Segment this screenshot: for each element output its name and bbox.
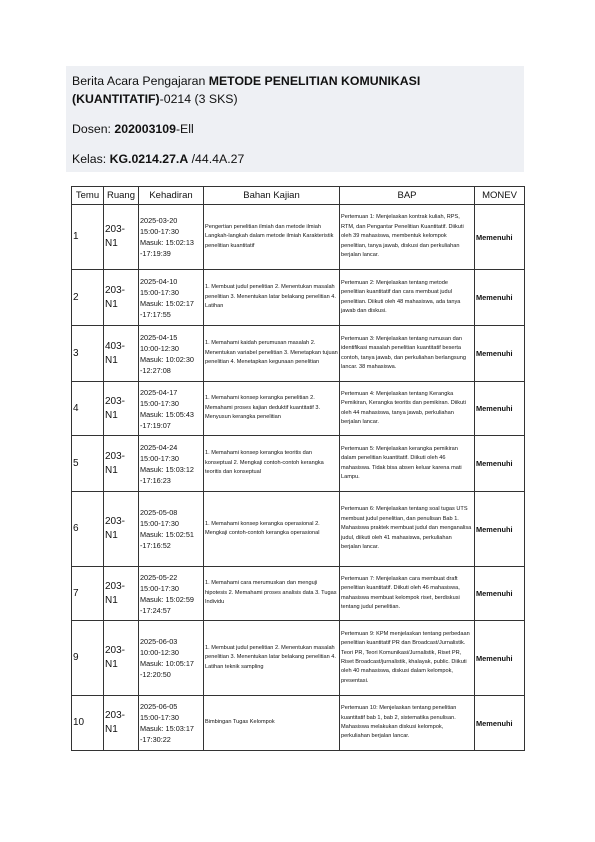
col-header-bahan-kajian: Bahan Kajian: [204, 187, 340, 205]
attendance-checkout: -12:27:08: [140, 365, 171, 375]
attendance-checkout: -12:20:50: [140, 670, 171, 679]
attendance: [139, 270, 204, 326]
attendance: [139, 382, 204, 436]
attendance-time: 15:00-17:30: [140, 713, 179, 722]
topic: 1. Memahami cara merumuskan dan menguji hipotesis 2. Memahami proses analisis data 3. Tugas Individu: [204, 567, 340, 621]
course-line: [72, 72, 518, 108]
attendance-time: 15:00-17:30: [140, 398, 179, 408]
attendance-date: 2025-04-24: [140, 442, 178, 452]
attendance-date: 2025-04-17: [140, 387, 178, 397]
attendance-checkout: -17:19:07: [140, 420, 171, 430]
attendance: [139, 621, 204, 696]
room: 203-N1: [104, 205, 139, 270]
attendance-checkin: Masuk: 10:05:17: [140, 659, 194, 668]
table-row: [72, 205, 525, 270]
course-name: METODE PENELITIAN KOMUNIKASI (KUANTITATIF): [72, 74, 421, 106]
attendance-checkin: Masuk: 15:03:17: [140, 724, 194, 733]
attendance-checkout: -17:17:55: [140, 309, 171, 319]
course-prefix: Berita Acara Pengajaran: [72, 74, 206, 88]
monev-status: Memenuhi: [475, 270, 525, 326]
course-suffix: -0214 (3 SKS): [159, 92, 238, 106]
attendance: [139, 436, 204, 492]
topic: 1. Memahami konsep kerangka penelitian 2. Memahami proses kajian deduktif kuantitatif 3. Menyusun kerangka penelitian: [204, 382, 340, 436]
attendance-checkout: -17:19:39: [140, 249, 171, 258]
attendance-date: 2025-03-20: [140, 216, 178, 225]
col-header-bap: BAP: [340, 187, 475, 205]
bap: Pertemuan 5: Menjelaskan kerangka pemikiran dalam penelitian kuantitatif. Diikuti oleh 46 mahasiswa. Tidak bisa absen keluar karena mati Lampu.: [340, 436, 475, 492]
table-row: [72, 270, 525, 326]
class-suffix: /44.4A.27: [191, 152, 245, 166]
table-row: [72, 492, 525, 567]
col-header-kehadiran: Kehadiran: [139, 187, 204, 205]
meeting-number: 3: [72, 326, 104, 382]
attendance-time: 15:00-17:30: [140, 227, 179, 236]
attendance-time: 15:00-17:30: [140, 287, 179, 297]
table-row: [72, 696, 525, 751]
meeting-number: 9: [72, 621, 104, 696]
attendance-date: 2025-05-22: [140, 572, 178, 582]
meeting-number: 1: [72, 205, 104, 270]
attendance-checkin: Masuk: 15:02:13: [140, 238, 194, 247]
attendance-date: 2025-06-05: [140, 702, 178, 711]
attendance-date: 2025-05-08: [140, 508, 178, 517]
room: 203-N1: [104, 621, 139, 696]
attendance: [139, 567, 204, 621]
class-code: KG.0214.27.A: [109, 152, 189, 166]
attendance-date: 2025-04-15: [140, 332, 178, 342]
teaching-record-table: [71, 186, 525, 751]
bap: Pertemuan 1: Menjelaskan kontrak kuliah, RPS, RTM, dan Pengantar Penelitian Kuantitatif. Diikuti oleh 39 mahasiswa, membentuk kelompok penelitian, tanya jawab, diskusi dan perkuliahan berjalan lancar.: [340, 205, 475, 270]
monev-status: Memenuhi: [475, 326, 525, 382]
topic: 1. Memahami konsep kerangka operasional 2. Mengkaji contoh-contoh kerangka operasional: [204, 492, 340, 567]
class-label: Kelas:: [72, 152, 107, 166]
attendance-checkin: Masuk: 15:03:12: [140, 464, 194, 474]
attendance: [139, 696, 204, 751]
attendance-checkin: Masuk: 10:02:30: [140, 354, 194, 364]
attendance-checkout: -17:30:22: [140, 735, 171, 744]
bap: Pertemuan 7: Menjelaskan cara membuat draft penelitian kuantitatif. Diikuti oleh 46 mahasiswa, mahasiswa membuat kelompok riset, berdiskusi tentang judul penelitian.: [340, 567, 475, 621]
lecturer-suffix: -Ell: [175, 122, 194, 136]
col-header-monev: MONEV: [475, 187, 525, 205]
document-header: [66, 66, 524, 172]
attendance-time: 10:00-12:30: [140, 648, 179, 657]
table-row: [72, 621, 525, 696]
topic: 1. Membuat judul penelitian 2. Menentukan masalah penelitian 3. Menentukan latar belakang penelitian 4. Latihan: [204, 270, 340, 326]
monev-status: Memenuhi: [475, 696, 525, 751]
class-line: [72, 150, 518, 168]
meeting-number: 2: [72, 270, 104, 326]
attendance-time: 10:00-12:30: [140, 343, 179, 353]
attendance: [139, 205, 204, 270]
bap: Pertemuan 3: Menjelaskan tentang rumusan dan identifikasi masalah penelitian kuantitatif beserta contoh, tanya jawab, dan perkuliahan berlangsung lancar. 38 mahasiswa.: [340, 326, 475, 382]
bap: Pertemuan 2: Menjelaskan tentang metode penelitian kuantitatif dan cara membuat judul penelitian. Diikuti oleh 48 mahasiswa, ada tanya jawab dan diskusi.: [340, 270, 475, 326]
lecturer-label: Dosen:: [72, 122, 111, 136]
col-header-temu: Temu: [72, 187, 104, 205]
table-header-row: [72, 187, 525, 205]
monev-status: Memenuhi: [475, 621, 525, 696]
room: 203-N1: [104, 436, 139, 492]
attendance-checkout: -17:16:23: [140, 475, 171, 485]
monev-status: Memenuhi: [475, 492, 525, 567]
meeting-number: 4: [72, 382, 104, 436]
table-row: [72, 326, 525, 382]
topic: Pengertian penelitian ilmiah dan metode ilmiah Langkah-langkah dalam metode ilmiah Karakteristik penelitian kuantitatif: [204, 205, 340, 270]
bap: Pertemuan 6: Menjelaskan tentang soal tugas UTS membuat judul penelitian, dan penulisan Bab 1. Mahasiswa praktek membuat judul dan menganalisa judul, diikuti oleh 41 mahasiswa, perkuliahan berjalan lancar.: [340, 492, 475, 567]
topic: 1. Membuat judul penelitian 2. Menentukan masalah penelitian 3. Menentukan latar belakang penelitian 4. Latihan teknik sampling: [204, 621, 340, 696]
room: 203-N1: [104, 270, 139, 326]
attendance-time: 15:00-17:30: [140, 453, 179, 463]
bap: Pertemuan 9: KPM menjelaskan tentang perbedaan penelitian kuantitatif PR dan Broadcast/Jurnalistik. Teori PR, Teori Komunikasi/Jurnalistik, Riset PR, Riset Broadcast/jurnalistik, khalayak, public. Diikuti oleh 40 mahasiswa, diskusi dalam kelompok, presentasi.: [340, 621, 475, 696]
monev-status: Memenuhi: [475, 205, 525, 270]
monev-status: Memenuhi: [475, 436, 525, 492]
attendance-checkout: -17:24:57: [140, 605, 171, 615]
meeting-number: 7: [72, 567, 104, 621]
attendance-checkin: Masuk: 15:02:59: [140, 594, 194, 604]
meeting-number: 6: [72, 492, 104, 567]
bap: Pertemuan 10: Menjelaskan tentang penelitian kuantitatif bab 1, bab 2, sistematika penulisan. Mahasiswa melakukan diskusi kelompok, perkuliahan berjalan lancar.: [340, 696, 475, 751]
attendance: [139, 492, 204, 567]
lecturer-line: [72, 120, 518, 138]
attendance-time: 15:00-17:30: [140, 583, 179, 593]
meeting-number: 5: [72, 436, 104, 492]
room: 203-N1: [104, 492, 139, 567]
room: 203-N1: [104, 382, 139, 436]
col-header-ruang: Ruang: [104, 187, 139, 205]
attendance-time: 15:00-17:30: [140, 519, 179, 528]
table-row: [72, 567, 525, 621]
room: 203-N1: [104, 696, 139, 751]
monev-status: Memenuhi: [475, 567, 525, 621]
attendance-checkout: -17:16:52: [140, 541, 171, 550]
bap: Pertemuan 4: Menjelaskan tentang Kerangka Pemikiran, Kerangka teoritis dan pemikiran. Diikuti oleh 44 mahasiswa, tanya jawab, perkuliahan berjalan lancar.: [340, 382, 475, 436]
room: 203-N1: [104, 567, 139, 621]
attendance: [139, 326, 204, 382]
attendance-date: 2025-04-10: [140, 276, 178, 286]
monev-status: Memenuhi: [475, 382, 525, 436]
topic: 1. Memahami kaidah perumusan masalah 2. Menentukan variabel penelitian 3. Menetapkan tujuan penelitian 4. Menetapkan kegunaan penelitian: [204, 326, 340, 382]
attendance-date: 2025-06-03: [140, 637, 178, 646]
topic: 1. Memahami konsep kerangka teoritis dan konseptual 2. Mengkaji contoh-contoh kerangka teoritis dan konseptual: [204, 436, 340, 492]
topic: Bimbingan Tugas Kelompok: [204, 696, 340, 751]
attendance-checkin: Masuk: 15:02:51: [140, 530, 194, 539]
attendance-checkin: Masuk: 15:02:17: [140, 298, 194, 308]
room: 403-N1: [104, 326, 139, 382]
table-row: [72, 436, 525, 492]
table-row: [72, 382, 525, 436]
meeting-number: 10: [72, 696, 104, 751]
lecturer-id: 202003109: [114, 122, 176, 136]
attendance-checkin: Masuk: 15:05:43: [140, 409, 194, 419]
